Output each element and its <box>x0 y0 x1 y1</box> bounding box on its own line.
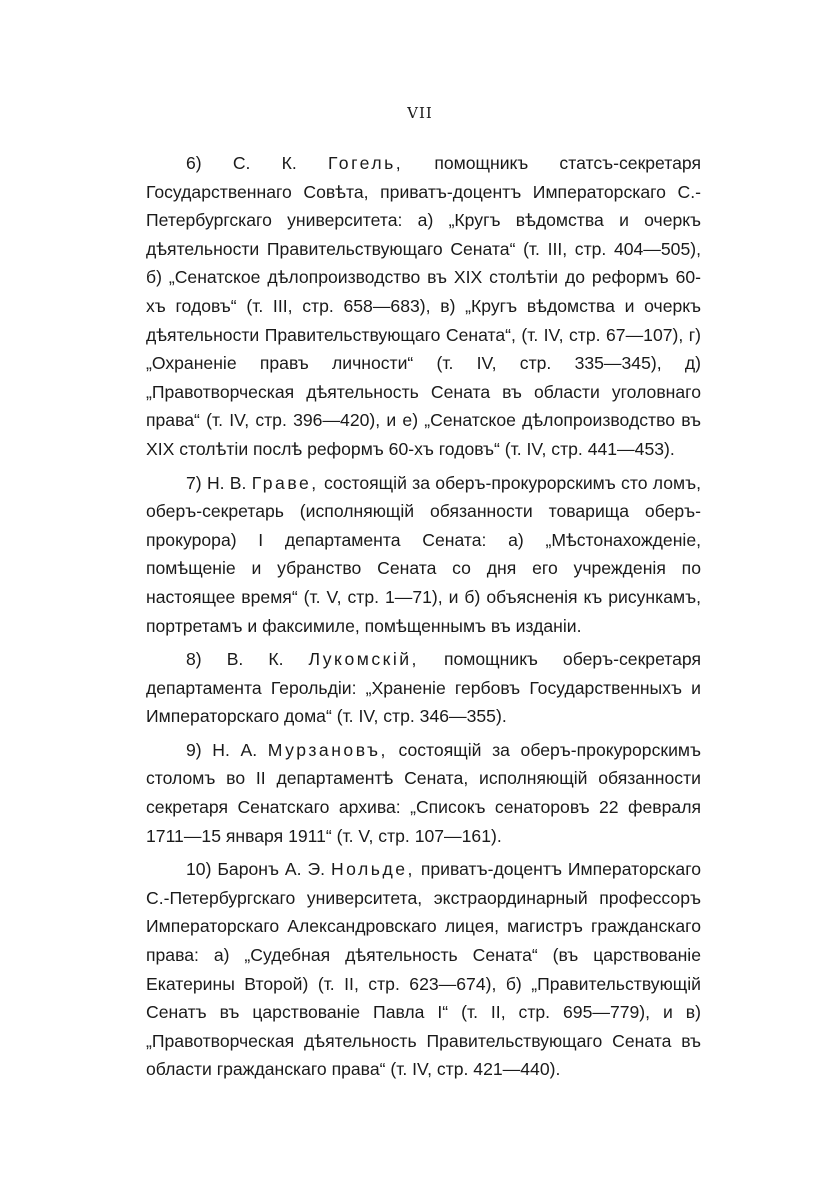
entry-number: 6) <box>186 153 202 173</box>
entry-description: состоящій за оберъ-прокурорскимъ сто ломъ, оберъ-секретарь (исполняющій обязанности товарища оберъ-прокурора) I департамента Сената: а) „Мѣстонахожденіе, помѣщеніе и убранство Сената со дня его учрежденія по настоящее время“ (т. V, стр. 1—71), и б) объясненія къ рисункамъ, портретамъ и факсимиле, помѣщеннымъ въ изданіи. <box>146 472 701 636</box>
contributor-entry <box>146 149 701 464</box>
contributors-list <box>146 149 701 1089</box>
contributor-entry <box>146 469 701 641</box>
author-initials: С. К. <box>232 153 297 173</box>
author-initials: В. К. <box>226 649 284 670</box>
entry-number: 7) <box>186 472 202 493</box>
entry-number: 8) <box>186 649 202 670</box>
author-surname: Нольде, <box>330 859 415 880</box>
author-initials: Н. А. <box>212 739 258 760</box>
entry-description: помощникъ статсъ-секретаря Государственнаго Совѣта, приватъ-доцентъ Императорскаго С.-Петербургскаго университета: а) „Кругъ вѣдомства и очеркъ дѣятельности Правительствующаго Сената“ (т. III, стр. 404—505), б) „Сенатское дѣлопроизводство въ XIX столѣтіи до реформъ 60-хъ годовъ“ (т. III, стр. 658—683), в) „Кругъ вѣдомства и очеркъ дѣятельности Правительствующаго Сената“, (т. IV, стр. 67—107), г) „Охраненіе правъ личности“ (т. IV, стр. 335—345), д) „Правотворческая дѣятельность Сената въ области уголовнаго права“ (т. IV, стр. 396—420), и е) „Сенатское дѣлопроизводство въ XIX столѣтіи послѣ реформъ 60-хъ годовъ“ (т. IV, стр. 441—453). <box>146 153 702 459</box>
contributor-entry <box>146 855 701 1084</box>
author-surname: Гогель, <box>327 153 404 173</box>
entry-description: помощникъ оберъ-секретаря департамента Герольдіи: „Храненіе гербовъ Государственныхъ и Императорскаго дома“ (т. IV, стр. 346—355). <box>146 649 702 727</box>
entry-number: 9) <box>186 739 202 760</box>
contributor-entry <box>146 645 701 731</box>
entry-description: состоящій за оберъ-прокурорскимъ столомъ во II департаментѣ Сената, исполняющій обязанности секретаря Сенатскаго архива: „Списокъ сенаторовъ 22 февраля 1711—15 января 1911“ (т. V, стр. 107—161). <box>146 739 702 846</box>
author-initials: Н. В. <box>206 472 247 493</box>
author-surname: Граве, <box>251 472 319 493</box>
author-initials: Баронъ А. Э. <box>217 859 325 880</box>
author-surname: Мурзановъ, <box>267 739 388 760</box>
entry-number: 10) <box>186 859 212 880</box>
author-surname: Лукомскій, <box>308 649 419 670</box>
page-number: VII <box>407 104 433 122</box>
entry-description: приватъ-доцентъ Императорскаго С.-Петербургскаго университета, экстраординарный профессоръ Императорскаго Александровскаго лицея, магистръ гражданскаго права: а) „Судебная дѣятельность Сената“ (въ царствованіе Екатерины Второй) (т. II, стр. 623—674), б) „Правительствующій Сенатъ въ царствованіе Павла I“ (т. II, стр. 695—779), и в) „Правотворческая дѣятельность Правительствующаго Сената въ области гражданскаго права“ (т. IV, стр. 421—440). <box>146 859 702 1080</box>
contributor-entry <box>146 736 701 850</box>
